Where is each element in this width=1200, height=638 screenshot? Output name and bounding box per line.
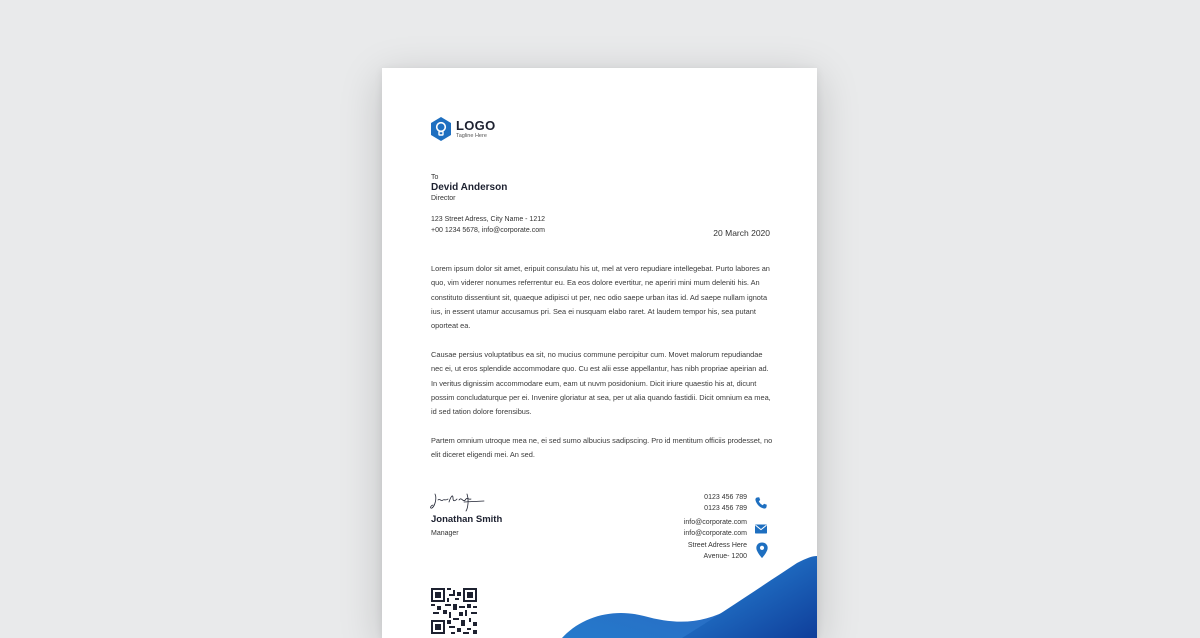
recipient-address: 123 Street Adress, City Name - 1212 (431, 216, 545, 223)
contact-address-1: Street Adress Here (687, 542, 747, 549)
contact-email-1: info@corporate.com (683, 519, 747, 526)
qr-code (431, 588, 477, 634)
logo-tagline: Tagline Here (456, 132, 487, 139)
company-logo (430, 117, 495, 141)
recipient-role: Director (431, 195, 456, 202)
contact-address-2: Avenue- 1200 (703, 553, 747, 560)
lightbulb-hexagon-icon (430, 117, 452, 141)
contact-email-2: info@corporate.com (683, 530, 747, 537)
handwritten-signature (429, 490, 485, 514)
letter-date: 20 March 2020 (713, 228, 770, 238)
signer-name: Jonathan Smith (431, 514, 503, 525)
contact-phone-2: 0123 456 789 (704, 505, 747, 512)
envelope-icon (754, 522, 768, 536)
phone-icon (754, 496, 768, 510)
contact-address (688, 540, 747, 562)
contact-phones (704, 492, 747, 514)
recipient-contact: +00 1234 5678, info@corporate.com (431, 227, 545, 234)
letterhead-page (382, 68, 817, 638)
logo-title: LOGO (456, 117, 496, 133)
body-paragraph-2: Causae persius voluptatibus ea sit, no mucius commune percipitur cum. Movet malorum repudiandae nec ei, ut eros splendide accommodare quo. Cu est alii esse appellantur, has nibh propriae apeirian ad. In veritus dignissim accommodare eum, eam ut nuvm posidonium. Dicit iriure quaestio his at, dicunt possim concludaturque per ei. Invenire gloriatur at sea, per ut alia quando fastidii. Dicit omnium ea mea, id sed tation dolore forensibus. (431, 350, 771, 417)
body-paragraph-1: Lorem ipsum dolor sit amet, eripuit consulatu his ut, mel at vero repudiare intellegebat. Purto labores an quo, vim viderer nonumes referrentur eu. Ea eos dolore evertitur, ne aperiri mini mum deleniti his. An constituto dissentiunt sit, quaeque adipisci ut per, nec odio saepe urban itas id. Ad saepe nullam ignota ius, in essent utamur accusamus pri. Sea ei nusquam elabo raret. At laudem tempor his, sea putant oporteat ea. (431, 264, 770, 331)
contact-emails (684, 517, 747, 539)
recipient-name: Devid Anderson (431, 182, 508, 193)
body-paragraph-3: Partem omnium utroque mea ne, ei sed sumo albucius sadipscing. Pro id mentitum officiis prodesset, no elit diceret eligendi mei. An sed. (431, 436, 773, 460)
signer-role: Manager (431, 530, 459, 537)
contact-phone-1: 0123 456 789 (704, 494, 747, 501)
location-pin-icon (755, 542, 769, 559)
to-label: To (431, 174, 439, 181)
